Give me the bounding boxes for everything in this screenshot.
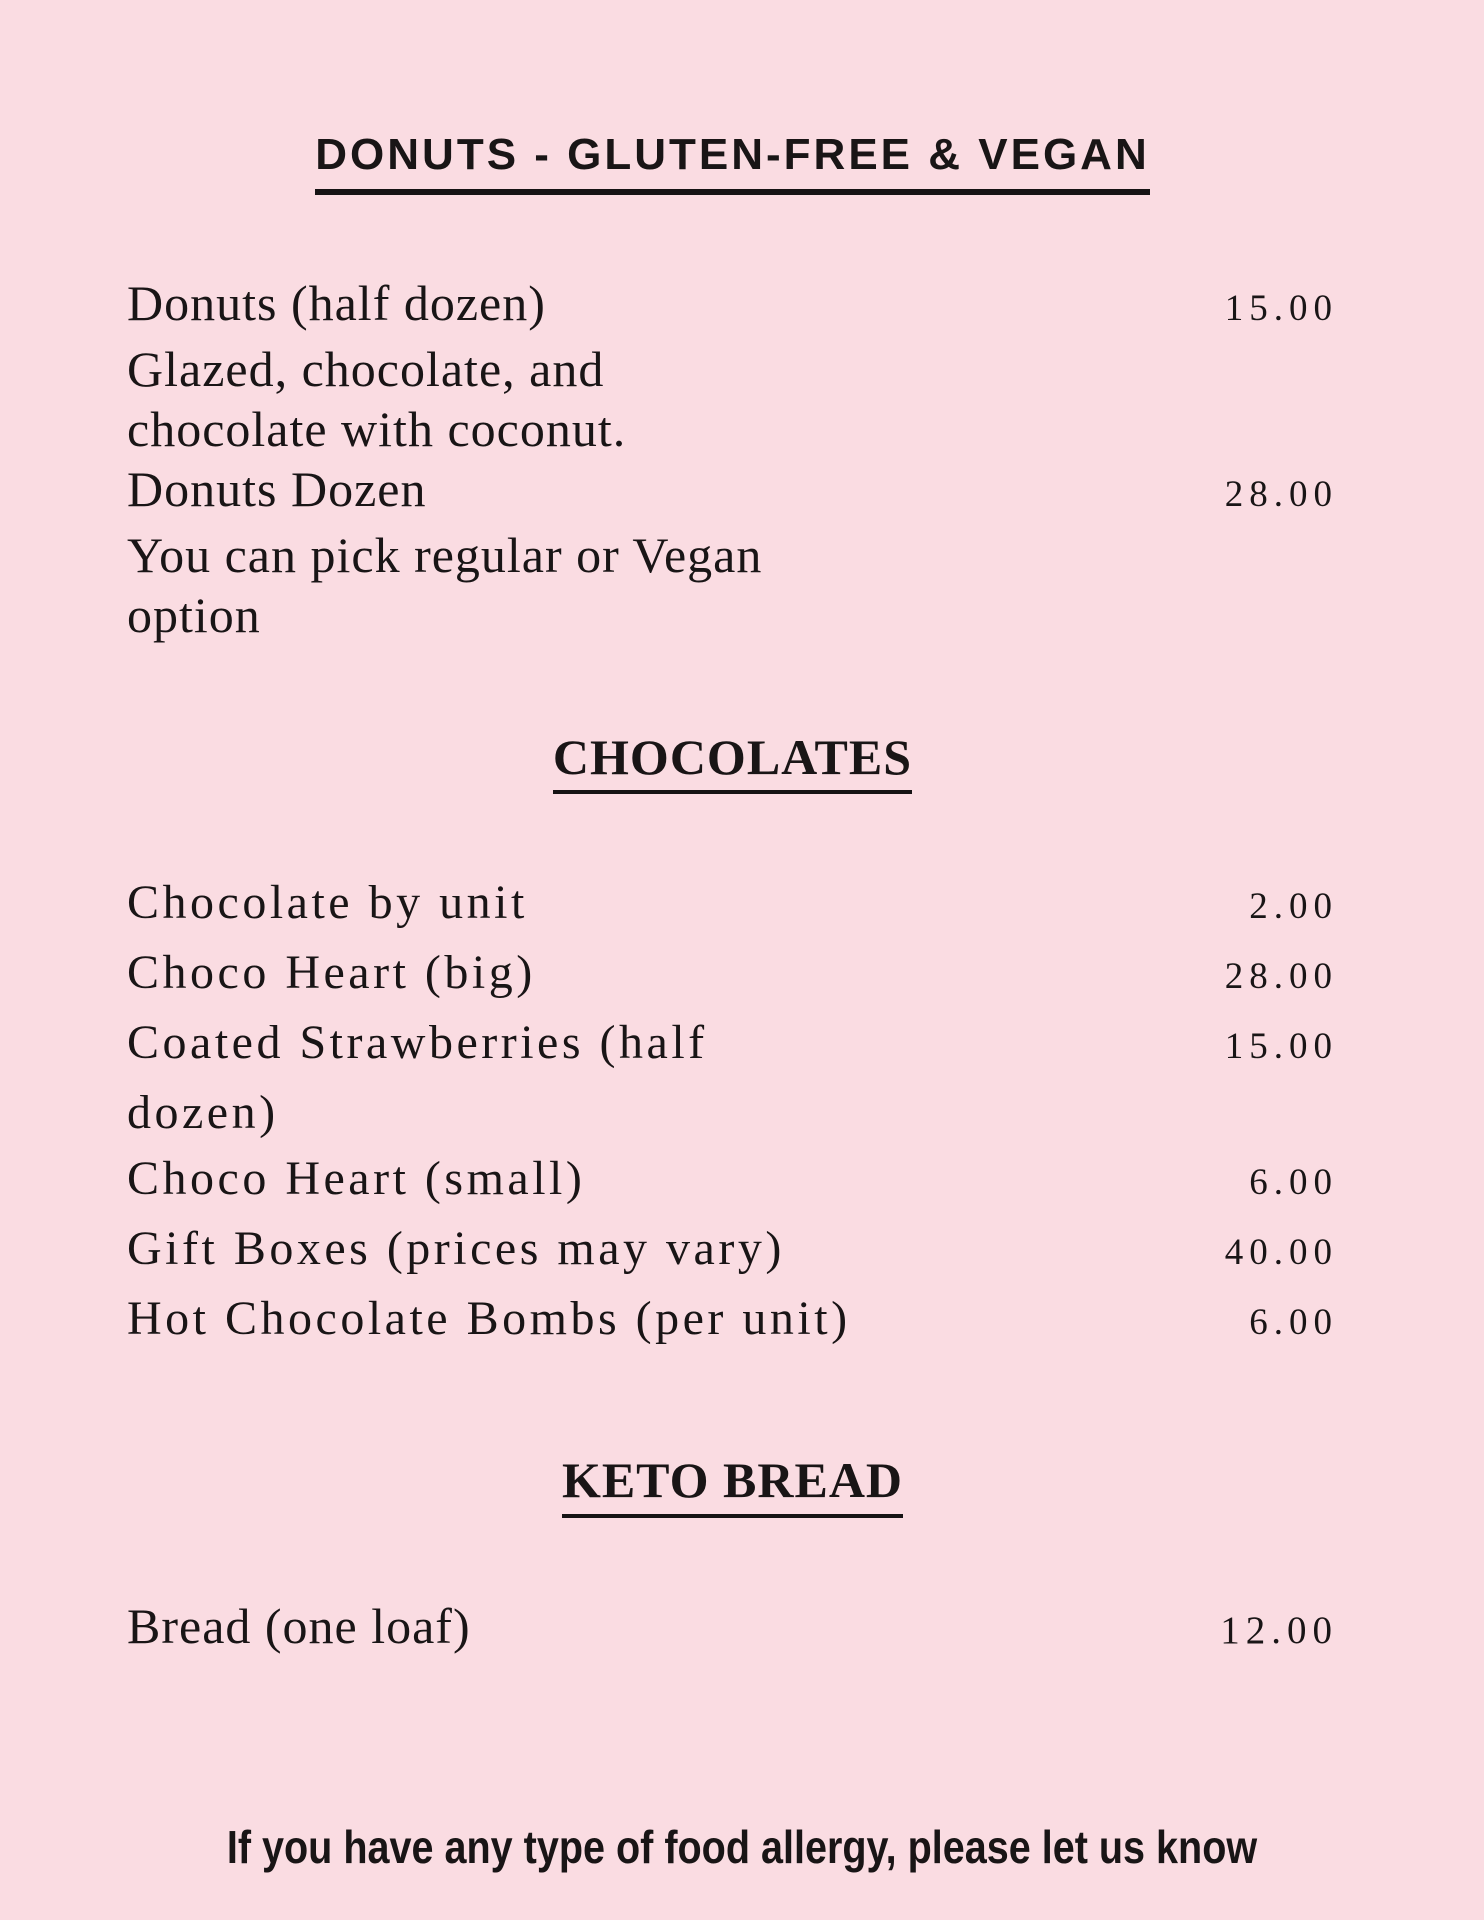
item-price: 2.00 [1249, 886, 1338, 928]
heading-wrap [127, 729, 1338, 795]
menu-line [127, 1594, 1338, 1663]
menu-line [127, 870, 1338, 940]
menu-sections [127, 273, 1338, 1663]
item-text: Coated Strawberries (half [127, 1016, 708, 1070]
item-text: dozen) [127, 1086, 279, 1140]
item-text: Choco Heart (small) [127, 1152, 586, 1206]
item-text: Chocolate by unit [127, 876, 528, 930]
item-text: Glazed, chocolate, and [127, 340, 605, 397]
item-price: 12.00 [1220, 1608, 1338, 1652]
menu-line [127, 273, 1338, 339]
item-text: Bread (one loaf) [127, 1597, 471, 1654]
item-price: 6.00 [1249, 1162, 1338, 1204]
section-heading: CHOCOLATES [553, 729, 912, 795]
menu-section [127, 273, 1338, 645]
item-text: Gift Boxes (prices may vary) [127, 1222, 785, 1276]
menu-line [127, 399, 1338, 459]
menu-title: DONUTS - GLUTEN-FREE & VEGAN [315, 130, 1149, 195]
menu-line [127, 940, 1338, 1010]
item-text: chocolate with coconut. [127, 400, 627, 457]
menu-section [127, 729, 1338, 1357]
item-text: option [127, 586, 261, 643]
item-text: You can pick regular or Vegan [127, 526, 763, 583]
menu-line [127, 1010, 1338, 1080]
item-text: Donuts Dozen [127, 460, 427, 517]
item-price: 15.00 [1224, 287, 1338, 329]
item-text: Donuts (half dozen) [127, 274, 546, 331]
menu-line [127, 459, 1338, 525]
menu-line [127, 1146, 1338, 1216]
menu-section [127, 1452, 1338, 1663]
item-price: 40.00 [1224, 1232, 1338, 1274]
item-price: 6.00 [1249, 1302, 1338, 1344]
menu-line [127, 1286, 1338, 1356]
item-text: Hot Chocolate Bombs (per unit) [127, 1292, 851, 1346]
item-price: 15.00 [1224, 1026, 1338, 1068]
menu-line [127, 525, 1338, 585]
title-wrap [127, 130, 1338, 195]
footer-note [0, 1821, 1484, 1874]
menu-line [127, 339, 1338, 399]
allergy-note: If you have any type of food allergy, please let us know [226, 1821, 1258, 1874]
section-heading: KETO BREAD [562, 1452, 903, 1518]
menu-line [127, 1080, 1338, 1146]
heading-wrap [127, 1452, 1338, 1518]
item-price: 28.00 [1224, 956, 1338, 998]
item-price: 28.00 [1224, 473, 1338, 515]
menu-line [127, 1216, 1338, 1286]
item-text: Choco Heart (big) [127, 946, 536, 1000]
menu-line [127, 585, 1338, 645]
